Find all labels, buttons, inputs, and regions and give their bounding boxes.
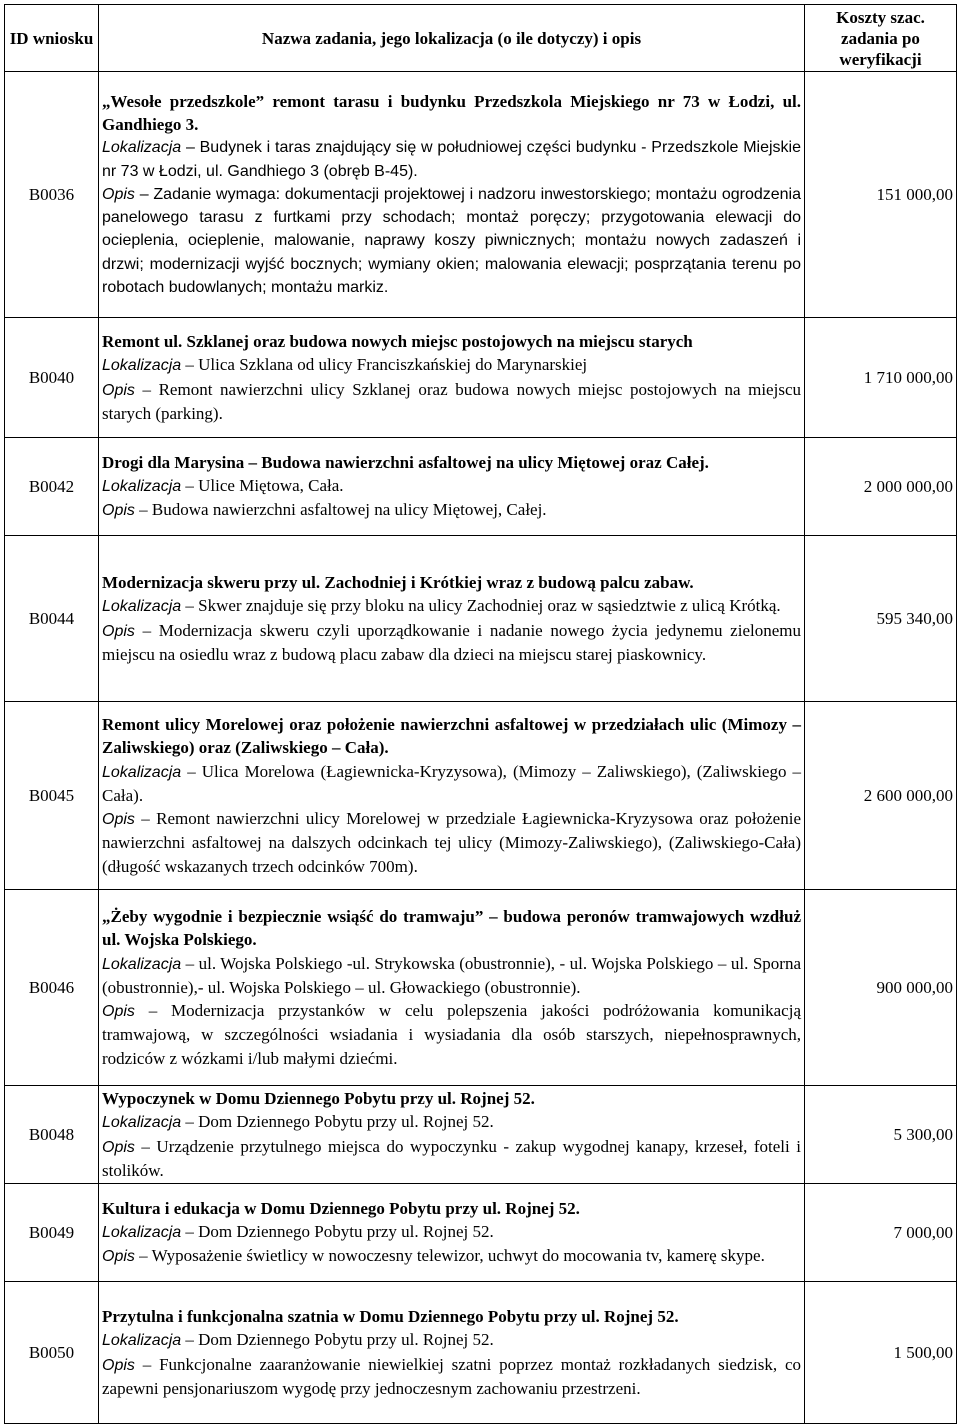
- location-label: Lokalizacja: [102, 1332, 182, 1350]
- row-id: B0049: [5, 1184, 99, 1282]
- table-row: [5, 1086, 957, 1184]
- projects-table: [4, 4, 957, 1424]
- row-cost: 151 000,00: [805, 72, 957, 318]
- location-label: Lokalizacja: [102, 357, 182, 375]
- table-body: [5, 72, 957, 1424]
- row-location: [102, 594, 801, 618]
- row-description: [99, 1184, 805, 1282]
- row-id: B0046: [5, 890, 99, 1086]
- opis-text: – Remont nawierzchni ulicy Szklanej oraz budowa nowych miejsc postojowych na miejscu starych (parking).: [102, 379, 801, 423]
- row-opis: [102, 498, 801, 522]
- row-description: [99, 702, 805, 890]
- row-location: [102, 353, 801, 377]
- row-location: [102, 760, 801, 807]
- row-title: Wypoczynek w Domu Dziennego Pobytu przy ul. Rojnej 52.: [102, 1089, 535, 1109]
- location-label: Lokalizacja: [102, 1114, 182, 1132]
- table-row: [5, 438, 957, 536]
- table-row: [5, 536, 957, 702]
- location-text: – Budynek i taras znajdujący się w południowej części budynku - Przedszkole Miejskie nr 73 w Łodzi, ul. Gandhiego 3 (obręb B-45).: [102, 139, 801, 180]
- opis-text: – Urządzenie przytulnego miejsca do wypoczynku - zakup wygodnej kanapy, krzeseł, foteli i stolików.: [102, 1136, 801, 1180]
- row-id: B0048: [5, 1086, 99, 1184]
- row-title: Drogi dla Marysina – Budowa nawierzchni asfaltowej na ulicy Miętowej oraz Całej.: [102, 452, 709, 472]
- row-id: B0050: [5, 1282, 99, 1424]
- location-label: Lokalizacja: [102, 477, 182, 495]
- row-location: [102, 136, 801, 182]
- row-cost: 5 300,00: [805, 1086, 957, 1184]
- row-description: [99, 72, 805, 318]
- header-id: ID wniosku: [5, 5, 99, 72]
- row-cost: 1 710 000,00: [805, 318, 957, 438]
- row-location: [102, 1328, 801, 1352]
- row-title: „Wesołe przedszkole” remont tarasu i budynku Przedszkola Miejskiego nr 73 w Łodzi, ul. Gandhiego 3.: [102, 92, 801, 135]
- location-label: Lokalizacja: [102, 1223, 182, 1241]
- row-id: B0044: [5, 536, 99, 702]
- row-title: Kultura i edukacja w Domu Dziennego Pobytu przy ul. Rojnej 52.: [102, 1198, 580, 1218]
- table-row: [5, 1184, 957, 1282]
- opis-label: Opis: [102, 1003, 135, 1021]
- table-row: [5, 1282, 957, 1424]
- opis-label: Opis: [102, 502, 135, 520]
- row-description: [99, 1086, 805, 1184]
- location-text: – Dom Dziennego Pobytu przy ul. Rojnej 52.: [181, 1112, 494, 1132]
- row-title: Remont ul. Szklanej oraz budowa nowych miejsc postojowych na miejscu starych: [102, 332, 693, 352]
- row-description: [99, 890, 805, 1086]
- header-cost: Koszty szac. zadania po weryfikacji: [805, 5, 957, 72]
- row-opis: [102, 999, 801, 1070]
- location-label: Lokalizacja: [102, 955, 182, 973]
- table-row: [5, 702, 957, 890]
- opis-text: – Zadanie wymaga: dokumentacji projektowej i nadzoru inwestorskiego; montażu ogrodzenia panelowego tarasu z furtkami przy schodach; montaż poręczy; przygotowania elewacji do ocieplenia, ocieplenie, malowanie, naprawy koszy piwnicznych; montażu nowych zadaszeń i drzwi; modernizacji wyjść bocznych; wymiany okien; malowania elewacji; posprzątania terenu po robotach budowlanych; montażu markiz.: [102, 185, 801, 296]
- row-cost: 2 000 000,00: [805, 438, 957, 536]
- row-id: B0042: [5, 438, 99, 536]
- row-opis: [102, 619, 801, 666]
- row-description: [99, 1282, 805, 1424]
- opis-label: Opis: [102, 1356, 135, 1374]
- row-opis: [102, 183, 801, 299]
- header-name: Nazwa zadania, jego lokalizacja (o ile dotyczy) i opis: [99, 5, 805, 72]
- location-label: Lokalizacja: [102, 139, 182, 157]
- row-opis: [102, 1353, 801, 1400]
- opis-text: – Modernizacja skweru czyli uporządkowanie i nadanie nowego życia jedynemu zielonemu miejscu na osiedlu wraz z budową placu zabaw dla dzieci na miejscu starej piaskownicy.: [102, 620, 801, 664]
- location-text: – Ulica Szklana od ulicy Franciszkańskiej do Marynarskiej: [181, 355, 588, 375]
- table-row: [5, 890, 957, 1086]
- opis-label: Opis: [102, 381, 135, 399]
- opis-label: Opis: [102, 1248, 135, 1266]
- location-text: – Dom Dziennego Pobytu przy ul. Rojnej 52.: [181, 1221, 494, 1241]
- row-description: [99, 318, 805, 438]
- row-description: [99, 536, 805, 702]
- opis-text: – Funkcjonalne zaaranżowanie niewielkiej szatni poprzez montaż rozkładanych siedzisk, co zapewni pensjonariuszom wygodę przy jednoczesnym zachowaniu przestrzeni.: [102, 1354, 801, 1398]
- row-cost: 900 000,00: [805, 890, 957, 1086]
- table-row: [5, 72, 957, 318]
- row-title: Przytulna i funkcjonalna szatnia w Domu Dziennego Pobytu przy ul. Rojnej 52.: [102, 1307, 679, 1327]
- location-label: Lokalizacja: [102, 763, 182, 781]
- location-label: Lokalizacja: [102, 598, 182, 616]
- location-text: – Dom Dziennego Pobytu przy ul. Rojnej 52.: [181, 1330, 494, 1350]
- row-location: [102, 1110, 801, 1134]
- row-id: B0045: [5, 702, 99, 890]
- row-cost: 2 600 000,00: [805, 702, 957, 890]
- opis-label: Opis: [102, 811, 135, 829]
- row-opis: [102, 378, 801, 425]
- row-cost: 7 000,00: [805, 1184, 957, 1282]
- row-opis: [102, 807, 801, 878]
- opis-label: Opis: [102, 185, 135, 203]
- opis-label: Opis: [102, 622, 135, 640]
- opis-text: – Budowa nawierzchni asfaltowej na ulicy Miętowej, Całej.: [134, 500, 547, 520]
- row-title: Remont ulicy Morelowej oraz położenie nawierzchni asfaltowej w przedziałach ulic (Mimozy – Zaliwskiego) oraz (Zaliwskiego – Cała).: [102, 715, 801, 758]
- location-text: – Skwer znajduje się przy bloku na ulicy Zachodniej oraz w sąsiedztwie z ulicą Krótką.: [181, 596, 781, 616]
- location-text: – Ulica Morelowa (Łagiewnicka-Kryzysowa), (Mimozy – Zaliwskiego), (Zaliwskiego – Cała).: [102, 761, 801, 805]
- row-description: [99, 438, 805, 536]
- row-id: B0036: [5, 72, 99, 318]
- opis-text: – Modernizacja przystanków w celu polepszenia jakości podróżowania komunikacją tramwajową, w szczególności wsiadania i wysiadania dla osób starszych, niepełnosprawnych, rodziców z wózkami i/lub małymi dziećmi.: [102, 1001, 801, 1068]
- row-id: B0040: [5, 318, 99, 438]
- opis-text: – Wyposażenie świetlicy w nowoczesny telewizor, uchwyt do mocowania tv, kamerę skype.: [134, 1246, 765, 1266]
- row-location: [102, 474, 801, 498]
- row-title: Modernizacja skweru przy ul. Zachodniej i Krótkiej wraz z budową palcu zabaw.: [102, 573, 694, 593]
- row-location: [102, 1220, 801, 1244]
- location-text: – Ulice Miętowa, Cała.: [181, 475, 344, 495]
- row-cost: 1 500,00: [805, 1282, 957, 1424]
- row-opis: [102, 1135, 801, 1182]
- opis-text: – Remont nawierzchni ulicy Morelowej w przedziale Łagiewnicka-Kryzysowa oraz położenie nawierzchni asfaltowej na dalszych odcinkach tej ulicy (Mimozy-Zaliwskiego), (Zaliwskiego-Cała) (długość wskazanych trzech odcinków 700m).: [102, 809, 801, 876]
- row-title: „Żeby wygodnie i bezpiecznie wsiąść do tramwaju” – budowa peronów tramwajowych wzdłuż ul. Wojska Polskiego.: [102, 907, 801, 950]
- row-cost: 595 340,00: [805, 536, 957, 702]
- header-row: [5, 5, 957, 72]
- row-opis: [102, 1244, 801, 1268]
- opis-label: Opis: [102, 1138, 135, 1156]
- location-text: – ul. Wojska Polskiego -ul. Strykowska (obustronnie), - ul. Wojska Polskiego – ul. Sporna (obustronnie),- ul. Wojska Polskiego – ul. Głowackiego (obustronnie).: [102, 953, 801, 997]
- table-row: [5, 318, 957, 438]
- row-location: [102, 952, 801, 999]
